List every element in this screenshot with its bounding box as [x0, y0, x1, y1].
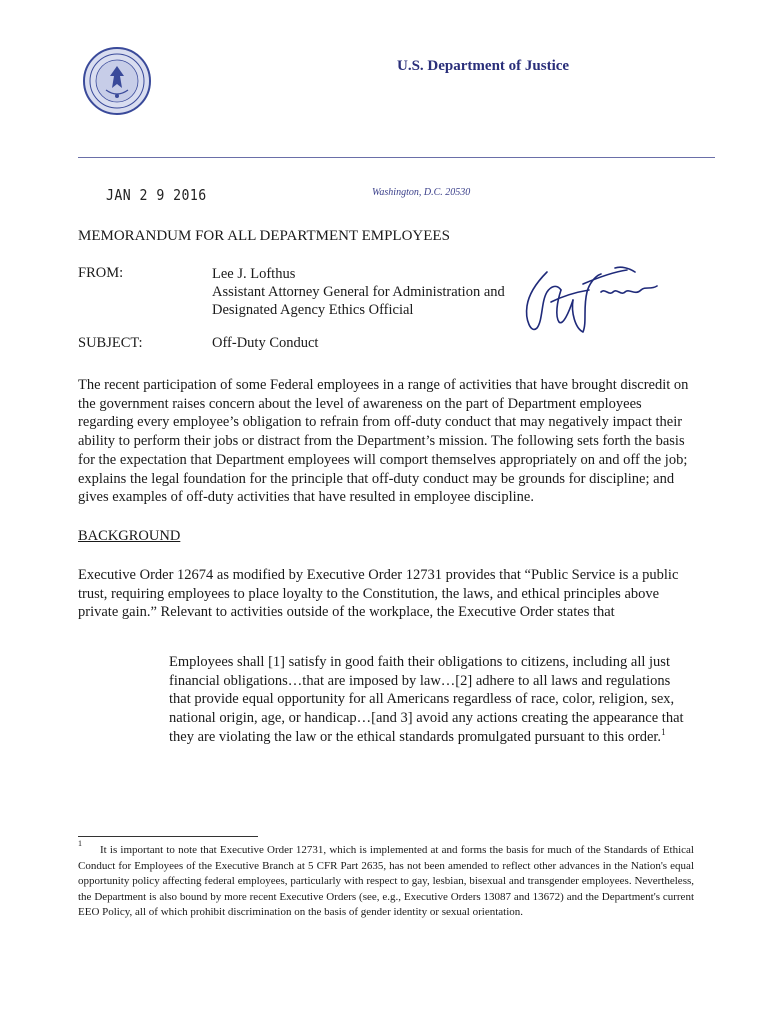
from-title-line-2: Designated Agency Ethics Official	[212, 302, 414, 318]
subject-value: Off-Duty Conduct	[212, 335, 319, 351]
from-block	[212, 265, 505, 319]
footnote: 1 It is important to note that Executive Order 12731, which is implemented at and forms the basis for much of the Standards of Ethical Conduct for Employees of the Executive Branch at 5 CFR Part 2635, has not been amended to reflect other advances in the Nation's equal opportunity policy affecting federal employees, particularly with respect to gay, lesbian, bisexual and transgender employees. Nevertheless, the Department is also bound by more recent Executive Orders (see, e.g., Executive Orders 13087 and 13672) and the Department's current EEO Policy, all of which prohibit discrimination on the basis of gender identity or sexual orientation.	[78, 839, 694, 918]
footnote-text: It is important to note that Executive Order 12731, which is implemented at and forms the basis for much of the Standards of Ethical Conduct for Employees of the Executive Branch at 5 CFR Part 2635, has not been amended to reflect other advances in the Nation's equal opportunity policy affecting federal employees, particularly with respect to gay, lesbian, bisexual and transgender employees. Nevertheless, the Department is also bound by more recent Executive Orders (see, e.g., Executive Orders 13087 and 13672) and the Department's current EEO Policy, all of which prohibit discrimination on the basis of gender identity or sexual orientation.	[78, 844, 694, 918]
handwritten-signature	[517, 262, 667, 340]
executive-order-quote	[169, 653, 694, 747]
doj-seal-icon	[82, 46, 152, 116]
from-name: Lee J. Lofthus	[212, 266, 296, 282]
background-heading: BACKGROUND	[78, 528, 181, 544]
memo-title: MEMORANDUM FOR ALL DEPARTMENT EMPLOYEES	[78, 228, 450, 244]
footnote-ref: 1	[661, 726, 666, 737]
header-rule	[78, 157, 715, 158]
subject-label: SUBJECT:	[78, 335, 143, 351]
place-line: Washington, D.C. 20530	[372, 187, 471, 198]
from-label: FROM:	[78, 265, 124, 281]
background-paragraph: Executive Order 12674 as modified by Executive Order 12731 provides that “Public Service is a public trust, requiring employees to place loyalty to the Constitution, the laws, and ethical principles above private gain.” Relevant to activities outside of the workplace, the Executive Order states that	[78, 567, 679, 621]
intro-paragraph: The recent participation of some Federal employees in a range of activities that have brought discredit on the government raises concern about the level of awareness on the part of Department employees regarding every employee’s obligation to refrain from off-duty conduct that may negatively impact their ability to perform their jobs or distract from the Department’s mission. The following sets forth the basis for the expectation that Department employees will comport themselves appropriately on and off the job; explains the legal foundation for the principle that off-duty conduct may be grounds for discipline; and gives examples of off-duty activities that have resulted in employee discipline.	[78, 377, 689, 506]
footnote-rule	[78, 836, 258, 837]
department-name: U.S. Department of Justice	[397, 58, 570, 74]
date-stamp: JAN 2 9 2016	[106, 186, 207, 204]
quote-text: Employees shall [1] satisfy in good faith their obligations to citizens, including all just financial obligations…that are imposed by law…[2] adhere to all laws and regulations that provide equal opportunity for all Americans regardless of race, color, religion, sex, national origin, age, or handicap…[and 3] avoid any actions creating the appearance that they are violating the law or the ethical standards promulgated pursuant to this order.	[169, 654, 684, 745]
from-title-line-1: Assistant Attorney General for Administration and	[212, 284, 505, 300]
